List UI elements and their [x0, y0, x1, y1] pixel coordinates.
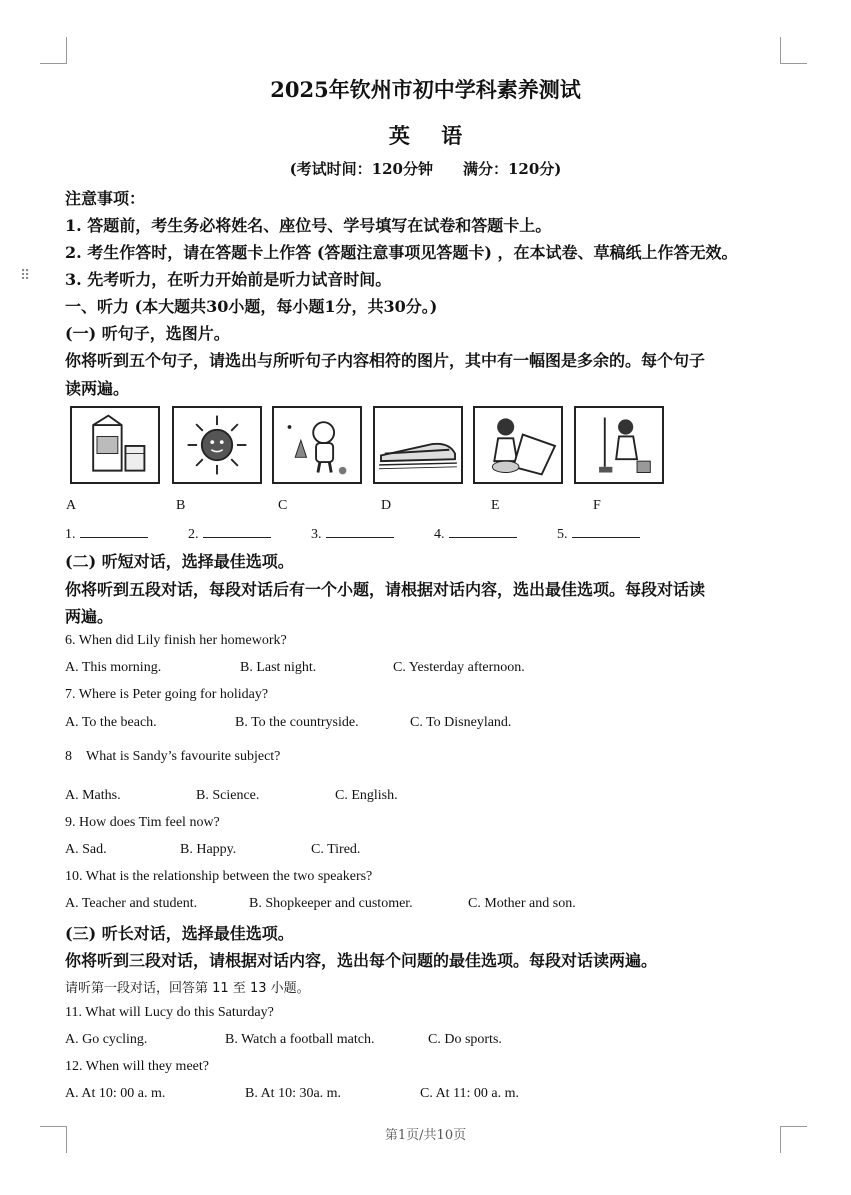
picture-label: B: [176, 498, 186, 513]
part2-heading: (二) 听短对话，选择最佳选项。: [65, 552, 294, 571]
notes-heading: 注意事项：: [65, 189, 146, 208]
picture-e: [473, 406, 563, 484]
girl-mopping-icon: [576, 408, 662, 482]
picture-d: [373, 406, 463, 484]
answer-blank-2[interactable]: 2.: [188, 525, 271, 543]
option-c[interactable]: C. At 11: 00 a. m.: [420, 1086, 520, 1101]
part3-sub-instruction: 请听第一段对话，回答第 11 至 13 小题。: [65, 981, 310, 996]
option-a[interactable]: A. Go cycling.: [65, 1032, 148, 1047]
option-b[interactable]: B. To the countryside.: [235, 715, 359, 730]
crop-mark-top-left: [40, 37, 67, 64]
picture-label: D: [381, 498, 392, 513]
option-a[interactable]: A. To the beach.: [65, 715, 157, 730]
option-c[interactable]: C. Mother and son.: [468, 896, 576, 911]
milk-carton-icon: [72, 408, 158, 482]
answer-blank-4[interactable]: 4.: [434, 525, 517, 543]
part3-heading: (三) 听长对话，选择最佳选项。: [65, 924, 294, 943]
note-item: 2. 考生作答时，请在答题卡上作答 (答题注意事项见答题卡) ，在本试卷、草稿纸上作答无效。: [65, 243, 738, 262]
option-b[interactable]: B. Happy.: [180, 842, 237, 857]
option-b[interactable]: B. At 10: 30a. m.: [245, 1086, 342, 1101]
part1-instruction: 你将听到五个句子，请选出与所听句子内容相符的图片，其中有一幅图是多余的。每个句子: [65, 351, 706, 370]
question-12: 12. When will they meet?: [65, 1059, 209, 1074]
note-item: 1. 答题前，考生务必将姓名、座位号、学号填写在试卷和答题卡上。: [65, 216, 552, 235]
picture-b: [172, 406, 262, 484]
part3-instruction: 你将听到三段对话，请根据对话内容，选出每个问题的最佳选项。每段对话读两遍。: [65, 951, 658, 970]
drag-handle-icon[interactable]: ⠿: [20, 268, 29, 284]
astronaut-icon: [274, 408, 360, 482]
page-number: 第1页/共10页: [384, 1128, 467, 1143]
picture-a: [70, 406, 160, 484]
option-b[interactable]: B. Watch a football match.: [225, 1032, 375, 1047]
option-a[interactable]: A. At 10: 00 a. m.: [65, 1086, 166, 1101]
question-9: 9. How does Tim feel now?: [65, 815, 220, 830]
answer-blank-3[interactable]: 3.: [311, 525, 394, 543]
exam-title: 2025年钦州市初中学科素养测试: [270, 77, 581, 102]
note-item: 3. 先考听力，在听力开始前是听力试音时间。: [65, 270, 392, 289]
option-a[interactable]: A. Teacher and student.: [65, 896, 198, 911]
picture-label: C: [278, 498, 288, 513]
sun-icon: [174, 408, 260, 482]
question-8: 8 What is Sandy’s favourite subject?: [65, 749, 281, 764]
section-heading: 一、听力 (本大题共30小题，每小题1分，共30分。): [65, 297, 438, 316]
option-a[interactable]: A. Maths.: [65, 788, 121, 803]
girl-washing-dishes-icon: [475, 408, 561, 482]
option-c[interactable]: C. Yesterday afternoon.: [393, 660, 525, 675]
subject-title: 英 语: [388, 123, 475, 148]
question-10: 10. What is the relationship between the two speakers?: [65, 869, 373, 884]
part1-instruction-cont: 读两遍。: [65, 379, 130, 398]
crop-mark-top-right: [780, 37, 807, 64]
option-c[interactable]: C. Do sports.: [428, 1032, 502, 1047]
option-c[interactable]: C. Tired.: [311, 842, 361, 857]
option-b[interactable]: B. Shopkeeper and customer.: [249, 896, 413, 911]
option-b[interactable]: B. Last night.: [240, 660, 317, 675]
picture-f: [574, 406, 664, 484]
picture-label: A: [66, 498, 77, 513]
question-6: 6. When did Lily finish her homework?: [65, 633, 287, 648]
option-a[interactable]: A. This morning.: [65, 660, 162, 675]
answer-blank-1[interactable]: 1.: [65, 525, 148, 543]
option-a[interactable]: A. Sad.: [65, 842, 107, 857]
bullet-train-icon: [375, 408, 461, 482]
option-c[interactable]: C. English.: [335, 788, 398, 803]
part1-heading: (一) 听句子，选图片。: [65, 324, 230, 343]
option-b[interactable]: B. Science.: [196, 788, 260, 803]
picture-c: [272, 406, 362, 484]
question-11: 11. What will Lucy do this Saturday?: [65, 1005, 274, 1020]
option-c[interactable]: C. To Disneyland.: [410, 715, 512, 730]
picture-label: F: [593, 498, 601, 513]
part2-instruction: 你将听到五段对话，每段对话后有一个小题，请根据对话内容，选出最佳选项。每段对话读: [65, 580, 706, 599]
exam-info: (考试时间：120分钟 满分：120分): [289, 160, 562, 178]
picture-label: E: [491, 498, 500, 513]
answer-blank-5[interactable]: 5.: [557, 525, 640, 543]
part2-instruction-cont: 两遍。: [65, 607, 114, 626]
question-7: 7. Where is Peter going for holiday?: [65, 687, 269, 702]
